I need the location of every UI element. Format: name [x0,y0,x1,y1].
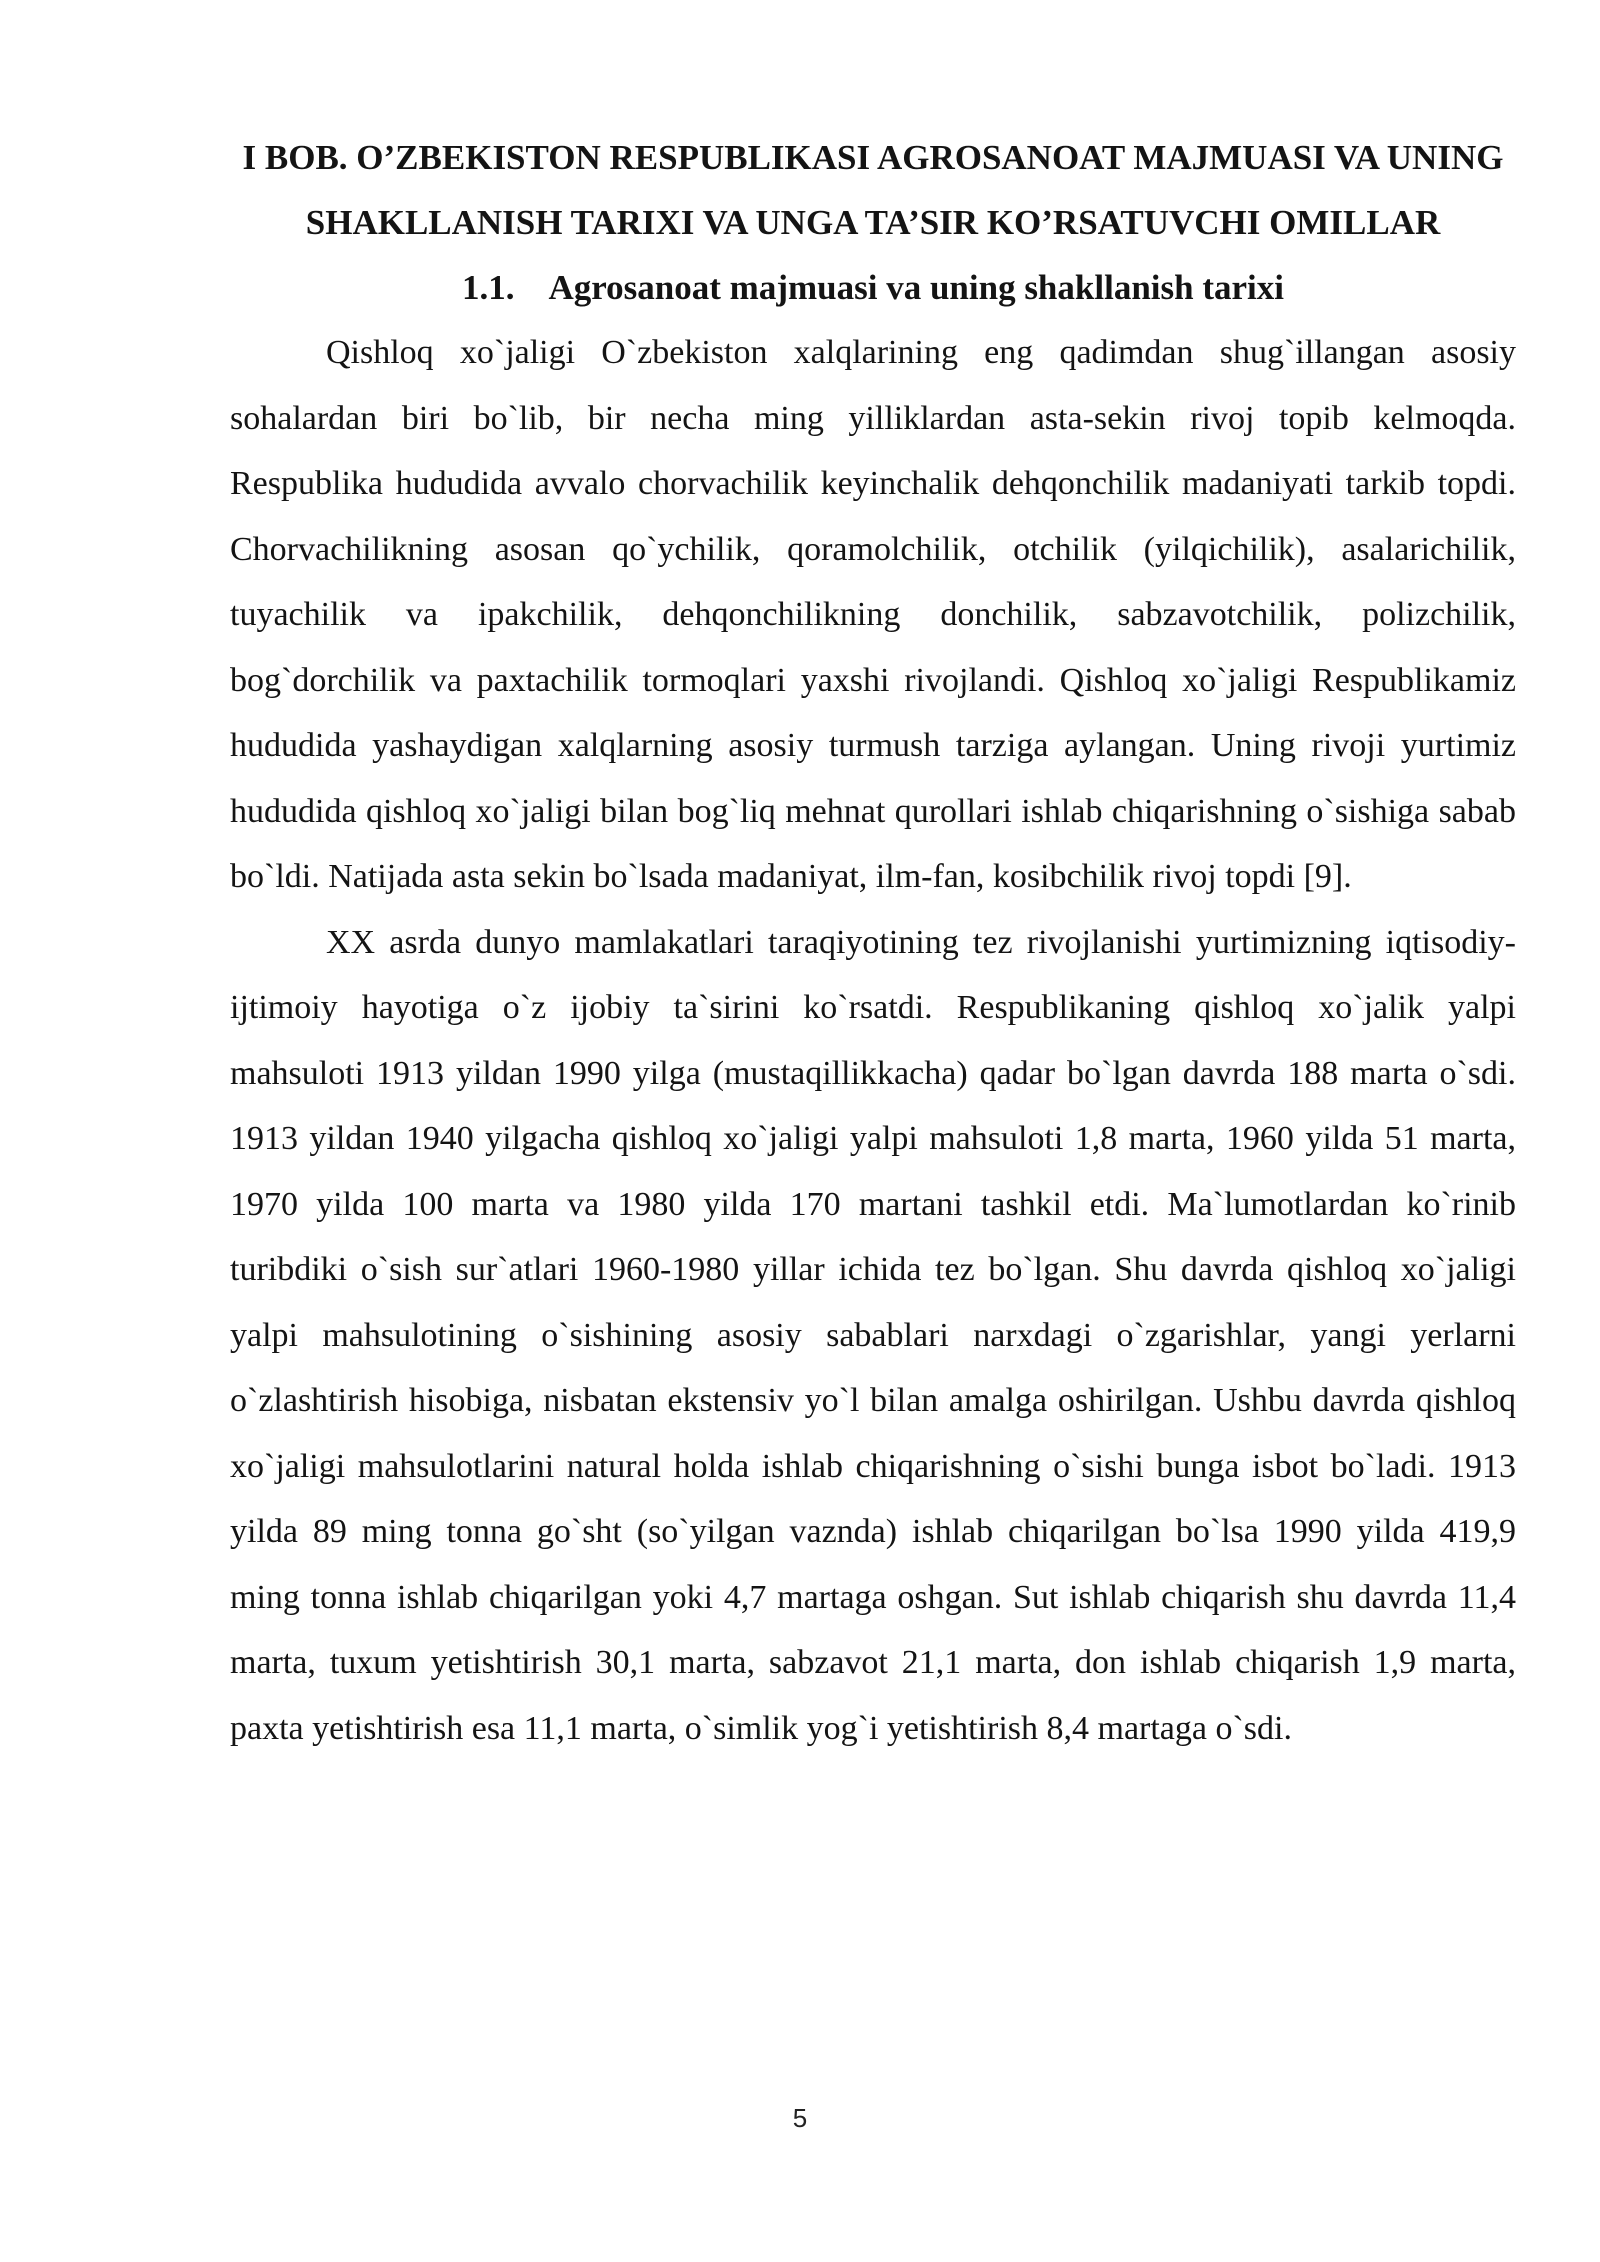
chapter-title: I BOB. O’ZBEKISTON RESPUBLIKASI AGROSANOAT MAJMUASI VA UNING SHAKLLANISH TARIXI VA UNGA TA’SIR KO’RSATUVCHI OMILLAR [242,138,1504,242]
section-heading [230,255,1516,320]
section-title: Agrosanoat majmuasi va uning shakllanish tarixi [548,268,1284,307]
page-content [230,125,1516,1761]
page-number: 5 [792,2103,808,2133]
body-paragraph-2: XX asrda dunyo mamlakatlari taraqiyotining tez rivojlanishi yurtimizning iqtisodiy-ijtimoiy hayotiga o`z ijobiy ta`sirini ko`rsatdi. Respublikaning qishloq xo`jalik yalpi mahsuloti 1913 yildan 1990 yilga (mustaqillikkacha) qadar bo`lgan davrda 188 marta o`sdi. 1913 yildan 1940 yilgacha qishloq xo`jaligi yalpi mahsuloti 1,8 marta, 1960 yilda 51 marta, 1970 yilda 100 marta va 1980 yilda 170 martani tashkil etdi. Ma`lumotlardan ko`rinib turibdiki o`sish sur`atlari 1960-1980 yillar ichida tez bo`lgan. Shu davrda qishloq xo`jaligi yalpi mahsulotining o`sishining asosiy sabablari narxdagi o`zgarishlar, yangi yerlarni o`zlashtirish hisobiga, nisbatan ekstensiv yo`l bilan amalga oshirilgan. Ushbu davrda qishloq xo`jaligi mahsulotlarini natural holda ishlab chiqarishning o`sishi bunga isbot bo`ladi. 1913 yilda 89 ming tonna go`sht (so`yilgan vaznda) ishlab chiqarilgan bo`lsa 1990 yilda 419,9 ming tonna ishlab chiqarilgan yoki 4,7 martaga oshgan. Sut ishlab chiqarish shu davrda 11,4 marta, tuxum yetishtirish 30,1 marta, sabzavot 21,1 marta, don ishlab chiqarish 1,9 marta, paxta yetishtirish esa 11,1 marta, o`simlik yog`i yetishtirish 8,4 martaga o`sdi. [230,923,1516,1747]
section-number: 1.1. [462,268,515,307]
body-paragraph-1: Qishloq xo`jaligi O`zbekiston xalqlarining eng qadimdan shug`illangan asosiy sohalardan biri bo`lib, bir necha ming yilliklardan asta-sekin rivoj topib kelmoqda. Respublika hududida avvalo chorvachilik keyinchalik dehqonchilik madaniyati tarkib topdi. Chorvachilikning asosan qo`ychilik, qoramolchilik, otchilik (yilqichilik), asalarichilik, tuyachilik va ipakchilik, dehqonchilikning donchilik, sabzavotchilik, polizchilik, bog`dorchilik va paxtachilik tormoqlari yaxshi rivojlandi. Qishloq xo`jaligi Respublikamiz hududida yashaydigan xalqlarning asosiy turmush tarziga aylangan. Uning rivoji yurtimiz hududida qishloq xo`jaligi bilan bog`liq mehnat qurollari ishlab chiqarishning o`sishiga sabab bo`ldi. Natijada asta sekin bo`lsada madaniyat, ilm-fan, kosibchilik rivoj topdi [9]. [230,334,1516,895]
